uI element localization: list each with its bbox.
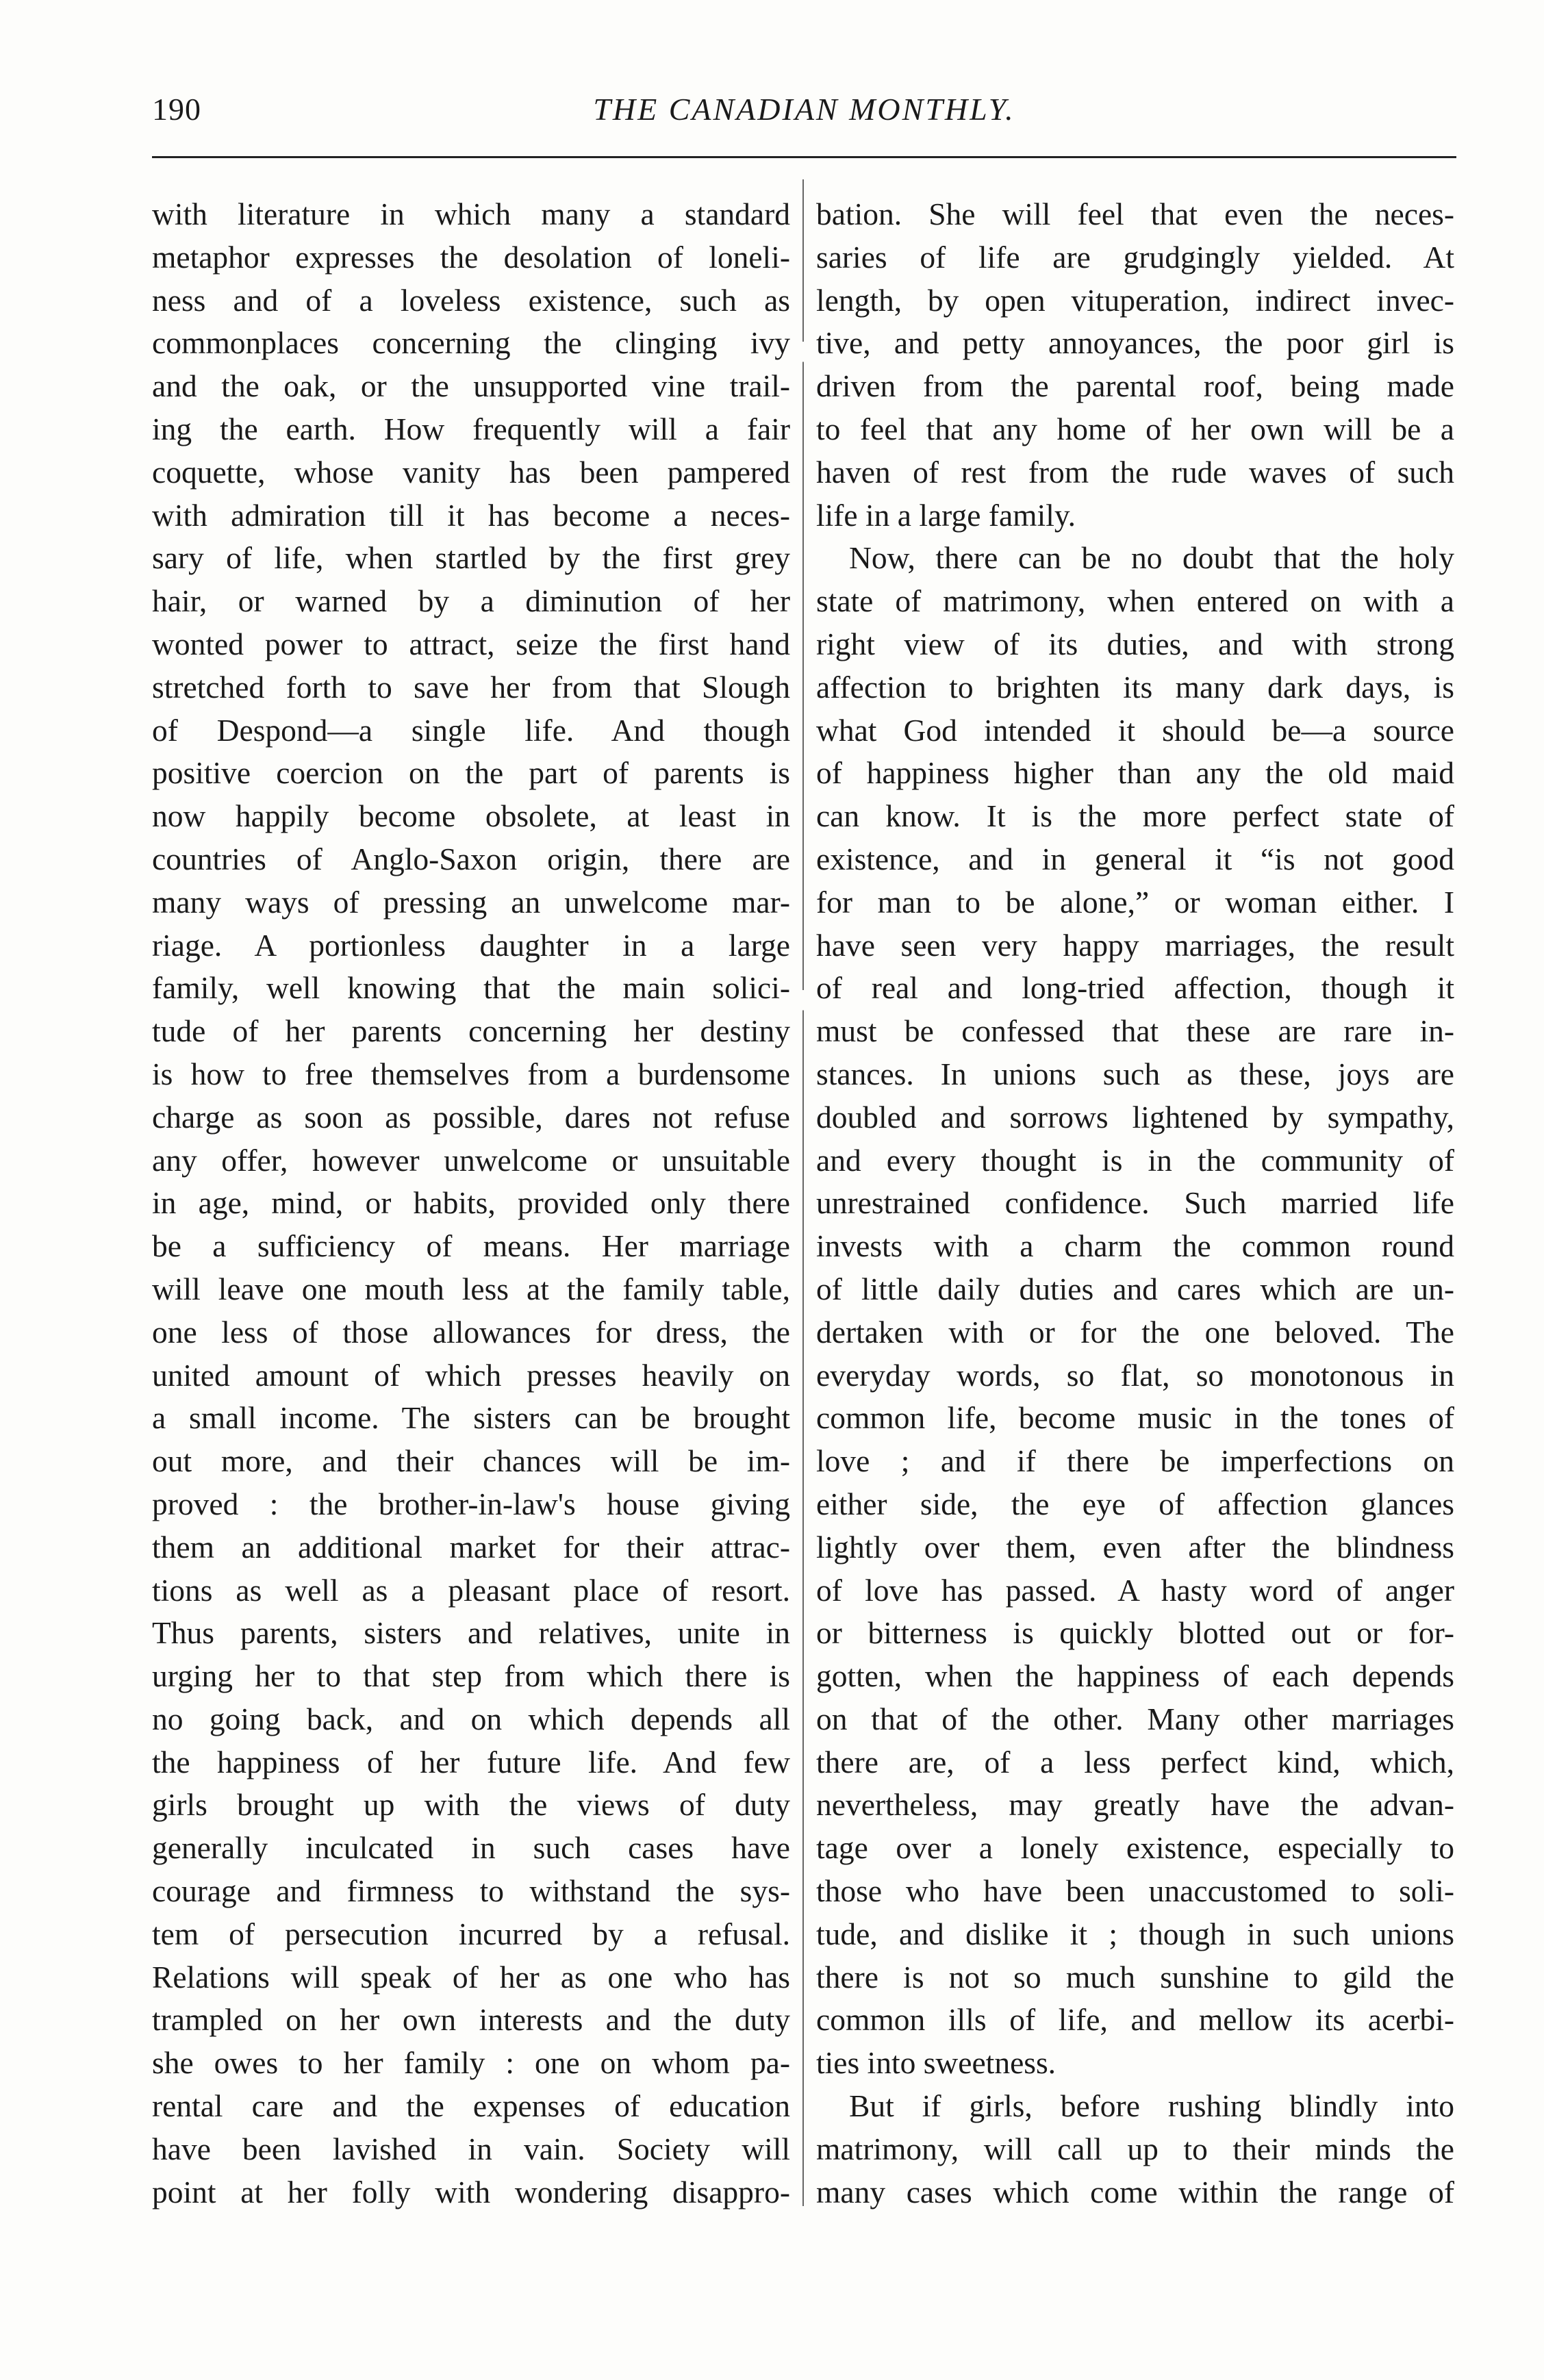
text-line: positive coercion on the part of parents is (152, 755, 790, 791)
text-line: love ; and if there be imperfections on (816, 1443, 1454, 1479)
text-line: dertaken with or for the one beloved. The (816, 1314, 1454, 1350)
header-rule (152, 156, 1456, 158)
text-line: gotten, when the happiness of each depends (816, 1658, 1454, 1694)
text-line: stances. In unions such as these, joys are (816, 1056, 1454, 1091)
text-line: point at her folly with wondering disappro- (152, 2174, 790, 2210)
text-line: nevertheless, may greatly have the advan- (816, 1787, 1454, 1823)
right-text-column (816, 193, 1454, 2214)
text-line: unrestrained confidence. Such married life (816, 1185, 1454, 1221)
text-line: is how to free themselves from a burdensome (152, 1056, 790, 1091)
text-line: a small income. The sisters can be brought (152, 1400, 790, 1436)
text-line: or bitterness is quickly blotted out or for- (816, 1615, 1454, 1651)
text-line: Thus parents, sisters and relatives, unite in (152, 1615, 790, 1651)
text-line: of love has passed. A hasty word of anger (816, 1572, 1454, 1608)
text-line: the happiness of her future life. And few (152, 1744, 790, 1780)
text-line: and the oak, or the unsupported vine trail- (152, 368, 790, 404)
text-line: now happily become obsolete, at least in (152, 798, 790, 834)
text-line: on that of the other. Many other marriages (816, 1701, 1454, 1736)
text-line: tions as well as a pleasant place of resort. (152, 1572, 790, 1608)
text-line: those who have been unaccustomed to soli- (816, 1873, 1454, 1909)
text-line: will leave one mouth less at the family table, (152, 1271, 790, 1306)
text-line: generally inculcated in such cases have (152, 1830, 790, 1866)
text-line: many cases which come within the range of (816, 2174, 1454, 2210)
text-line: bation. She will feel that even the neces- (816, 197, 1454, 231)
text-line: countries of Anglo-Saxon origin, there are (152, 841, 790, 876)
text-line: charge as soon as possible, dares not refuse (152, 1099, 790, 1135)
text-line: be a sufficiency of means. Her marriage (152, 1228, 790, 1264)
text-line: commonplaces concerning the clinging ivy (152, 325, 790, 361)
text-line: doubled and sorrows lightened by sympathy, (816, 1099, 1454, 1135)
text-line: of Despond—a single life. And though (152, 712, 790, 748)
text-line: common ills of life, and mellow its acerbi- (816, 2002, 1454, 2038)
text-line: girls brought up with the views of duty (152, 1787, 790, 1823)
text-line: affection to brighten its many dark days, is (816, 669, 1454, 705)
text-line: family, well knowing that the main solici- (152, 970, 790, 1006)
text-line: tive, and petty annoyances, the poor girl is (816, 325, 1454, 361)
text-line: with literature in which many a standard (152, 197, 790, 231)
text-line: of little daily duties and cares which are un- (816, 1271, 1454, 1306)
text-line: matrimony, will call up to their minds the (816, 2131, 1454, 2166)
text-line: coquette, whose vanity has been pampered (152, 454, 790, 490)
text-line: there are, of a less perfect kind, which, (816, 1744, 1454, 1780)
text-line: lightly over them, even after the blindness (816, 1529, 1454, 1565)
text-line: in age, mind, or habits, provided only there (152, 1185, 790, 1221)
text-line: tem of persecution incurred by a refusal. (152, 1916, 790, 1951)
text-line: to feel that any home of her own will be a (816, 411, 1454, 446)
text-line: courage and firmness to withstand the sys- (152, 1873, 790, 1909)
text-line: what God intended it should be—a source (816, 712, 1454, 748)
text-line: united amount of which presses heavily on (152, 1357, 790, 1393)
text-line: for man to be alone,” or woman either. I (816, 884, 1454, 920)
text-line: any offer, however unwelcome or unsuitable (152, 1142, 790, 1178)
column-divider (802, 179, 804, 2206)
text-line: invests with a charm the common round (816, 1228, 1454, 1264)
text-line: common life, become music in the tones of (816, 1400, 1454, 1436)
text-line: ness and of a loveless existence, such as (152, 282, 790, 318)
text-line: no going back, and on which depends all (152, 1701, 790, 1736)
text-line: ing the earth. How frequently will a fair (152, 411, 790, 446)
text-line: wonted power to attract, seize the first hand (152, 626, 790, 661)
text-line: them an additional market for their attrac- (152, 1529, 790, 1565)
text-line: many ways of pressing an unwelcome mar- (152, 884, 790, 920)
text-line: urging her to that step from which there is (152, 1658, 790, 1694)
text-line: must be confessed that these are rare in- (816, 1013, 1454, 1049)
text-line: of real and long-tried affection, though it (816, 970, 1454, 1006)
text-line: tage over a lonely existence, especially to (816, 1830, 1454, 1866)
text-line: everyday words, so flat, so monotonous in (816, 1357, 1454, 1393)
text-line: rental care and the expenses of education (152, 2088, 790, 2124)
text-line: one less of those allowances for dress, the (152, 1314, 790, 1350)
text-line: stretched forth to save her from that Slough (152, 669, 790, 705)
text-line: saries of life are grudgingly yielded. At (816, 239, 1454, 275)
running-head (152, 89, 1456, 137)
text-line: existence, and in general it “is not good (816, 841, 1454, 876)
text-line: trampled on her own interests and the duty (152, 2002, 790, 2038)
text-line: ties into sweetness. (816, 2045, 1056, 2081)
text-line: of happiness higher than any the old maid (816, 755, 1454, 791)
text-line: she owes to her family : one on whom pa- (152, 2045, 790, 2081)
left-text-column (152, 193, 790, 2214)
text-line: right view of its duties, and with strong (816, 626, 1454, 661)
text-line: haven of rest from the rude waves of such (816, 454, 1454, 490)
text-line: tude, and dislike it ; though in such unions (816, 1916, 1454, 1951)
text-line: metaphor expresses the desolation of loneli- (152, 239, 790, 275)
text-line: length, by open vituperation, indirect invec- (816, 282, 1454, 318)
text-line: have been lavished in vain. Society will (152, 2131, 790, 2166)
text-line: driven from the parental roof, being made (816, 368, 1454, 404)
text-line: life in a large family. (816, 497, 1076, 533)
text-line: with admiration till it has become a neces- (152, 497, 790, 533)
text-line: proved : the brother-in-law's house giving (152, 1486, 790, 1521)
text-line: Relations will speak of her as one who has (152, 1959, 790, 1995)
journal-title: THE CANADIAN MONTHLY. (593, 92, 1015, 127)
text-line: tude of her parents concerning her destiny (152, 1013, 790, 1049)
text-line: sary of life, when startled by the first grey (152, 540, 790, 576)
text-line: and every thought is in the community of (816, 1142, 1454, 1178)
text-line: have seen very happy marriages, the result (816, 927, 1454, 963)
text-line: either side, the eye of affection glances (816, 1486, 1454, 1521)
text-line: out more, and their chances will be im- (152, 1443, 790, 1479)
text-line: riage. A portionless daughter in a large (152, 927, 790, 963)
page-number: 190 (152, 92, 201, 127)
text-line: hair, or warned by a diminution of her (152, 583, 790, 619)
text-line: there is not so much sunshine to gild the (816, 1959, 1454, 1995)
text-line: state of matrimony, when entered on with a (816, 583, 1454, 619)
text-line: Now, there can be no doubt that the holy (849, 540, 1454, 576)
text-line: can know. It is the more perfect state of (816, 798, 1454, 834)
text-line: But if girls, before rushing blindly into (849, 2088, 1454, 2124)
